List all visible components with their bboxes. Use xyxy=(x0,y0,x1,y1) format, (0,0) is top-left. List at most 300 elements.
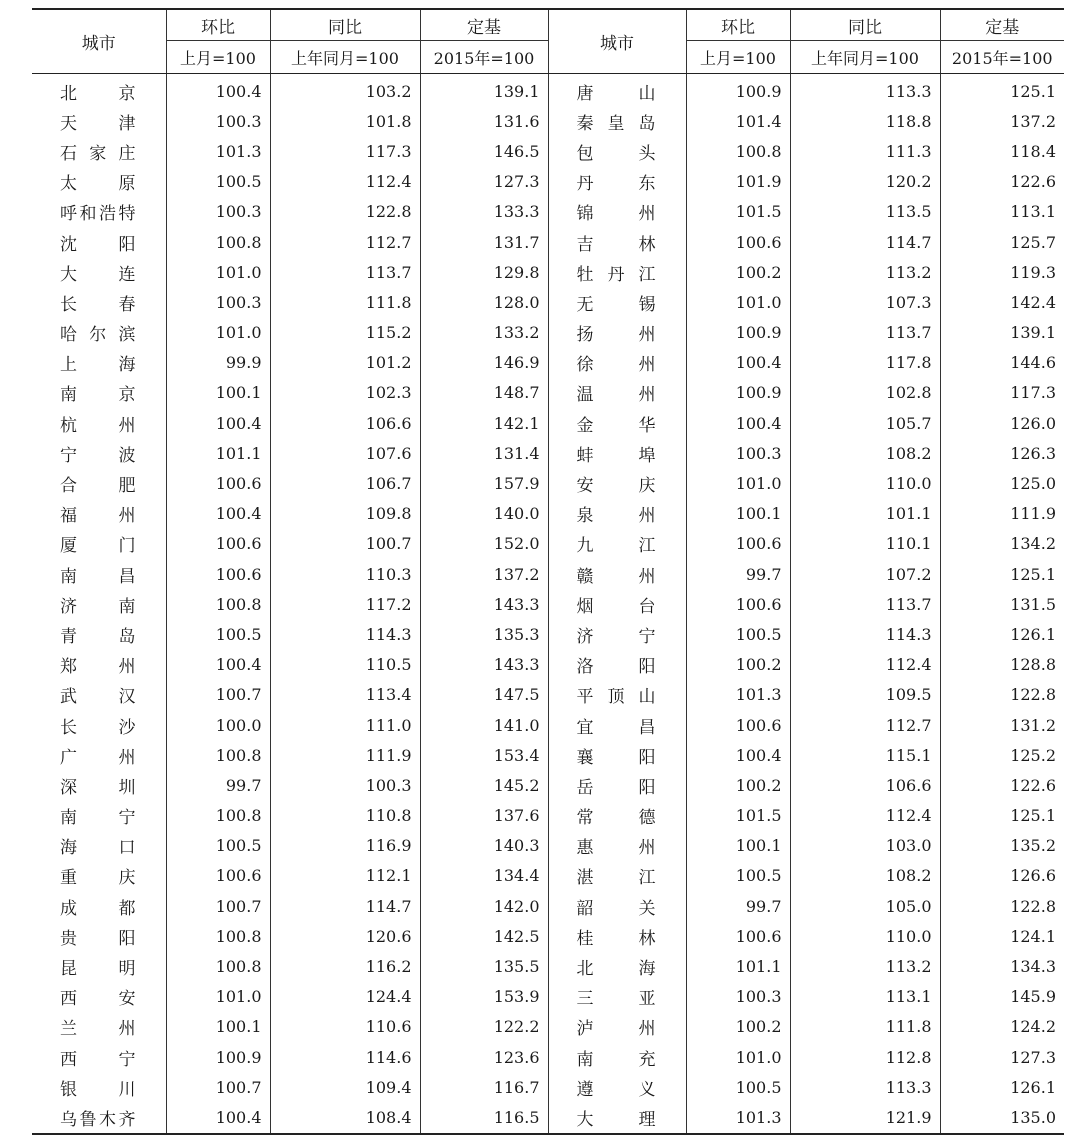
yoy-value-cell: 111.8 xyxy=(270,287,420,317)
yoy-value-cell: 109.4 xyxy=(270,1072,420,1102)
city-name-cell: 南 京 xyxy=(60,385,136,406)
mom-value-cell: 99.7 xyxy=(686,559,790,589)
table-row xyxy=(32,318,1064,348)
yoy-value-cell: 114.3 xyxy=(790,619,940,649)
mom-value-cell: 101.0 xyxy=(166,982,270,1012)
yoy-value-cell: 112.1 xyxy=(270,861,420,891)
table-row xyxy=(32,257,1064,287)
city-name-cell: 平顶山 xyxy=(548,680,686,710)
table-row xyxy=(32,1012,1064,1042)
yoy-value-cell: 103.0 xyxy=(790,831,940,861)
mom-value-cell: 100.4 xyxy=(166,650,270,680)
city-name-cell: 岳 阳 xyxy=(548,770,686,800)
base-value-cell: 153.4 xyxy=(420,740,548,770)
city-name-cell: 昆 明 xyxy=(60,959,136,980)
city-name-cell: 厦 门 xyxy=(60,536,136,557)
mom-value-cell: 100.4 xyxy=(166,408,270,438)
table-row xyxy=(32,831,1064,861)
mom-value-cell: 100.2 xyxy=(686,257,790,287)
mom-value-cell: 99.7 xyxy=(686,891,790,921)
mom-value-cell: 100.8 xyxy=(166,589,270,619)
base-value-cell: 134.3 xyxy=(940,951,1064,981)
base-value-cell: 131.4 xyxy=(420,438,548,468)
base-value-cell: 142.1 xyxy=(420,408,548,438)
mom-value-cell: 100.7 xyxy=(166,1072,270,1102)
city-name-cell: 丹 东 xyxy=(548,167,686,197)
base-value-cell: 137.2 xyxy=(420,559,548,589)
yoy-value-cell: 111.8 xyxy=(790,1012,940,1042)
base-value-cell: 122.6 xyxy=(940,770,1064,800)
base-value-cell: 122.6 xyxy=(940,167,1064,197)
mom-value-cell: 101.4 xyxy=(686,106,790,136)
base-value-cell: 152.0 xyxy=(420,529,548,559)
mom-value-cell: 100.8 xyxy=(166,921,270,951)
city-name-cell: 包 头 xyxy=(548,136,686,166)
yoy-value-cell: 113.2 xyxy=(790,257,940,287)
base-value-cell: 125.7 xyxy=(940,227,1064,257)
yoy-value-cell: 111.0 xyxy=(270,710,420,740)
table-header xyxy=(32,9,1064,74)
base-value-cell: 131.6 xyxy=(420,106,548,136)
yoy-value-cell: 106.7 xyxy=(270,468,420,498)
city-name-cell: 牡丹江 xyxy=(548,257,686,287)
yoy-value-cell: 112.4 xyxy=(270,167,420,197)
mom-value-cell: 101.5 xyxy=(686,197,790,227)
yoy-base-label-right: 上年同月=100 xyxy=(790,41,940,74)
base-value-cell: 127.3 xyxy=(420,167,548,197)
mom-value-cell: 100.5 xyxy=(686,1072,790,1102)
table-row xyxy=(32,619,1064,649)
city-name-cell: 九 江 xyxy=(548,529,686,559)
base-value-cell: 124.2 xyxy=(940,1012,1064,1042)
yoy-value-cell: 101.1 xyxy=(790,499,940,529)
base-value-cell: 139.1 xyxy=(940,318,1064,348)
mom-value-cell: 101.3 xyxy=(686,1102,790,1133)
city-name-cell: 深 圳 xyxy=(60,777,136,798)
mom-value-cell: 100.8 xyxy=(686,136,790,166)
city-name-cell: 烟 台 xyxy=(548,589,686,619)
mom-value-cell: 100.2 xyxy=(686,650,790,680)
mom-value-cell: 100.3 xyxy=(686,982,790,1012)
city-name-cell: 无 锡 xyxy=(548,287,686,317)
yoy-value-cell: 108.4 xyxy=(270,1102,420,1133)
city-name-cell: 西 安 xyxy=(60,989,136,1010)
city-name-cell: 成 都 xyxy=(60,898,136,919)
city-name-cell: 洛 阳 xyxy=(548,650,686,680)
mom-value-cell: 100.6 xyxy=(686,529,790,559)
base-value-cell: 141.0 xyxy=(420,710,548,740)
yoy-value-cell: 103.2 xyxy=(270,74,420,107)
city-name-cell: 常 德 xyxy=(548,801,686,831)
mom-value-cell: 100.3 xyxy=(166,106,270,136)
price-index-table-container xyxy=(32,8,1064,1135)
mom-value-cell: 100.5 xyxy=(166,167,270,197)
mom-value-cell: 100.6 xyxy=(166,468,270,498)
base-value-cell: 157.9 xyxy=(420,468,548,498)
city-name-cell: 赣 州 xyxy=(548,559,686,589)
city-name-cell: 天 津 xyxy=(60,113,136,134)
yoy-value-cell: 113.4 xyxy=(270,680,420,710)
yoy-value-cell: 113.7 xyxy=(790,318,940,348)
city-name-cell: 呼和浩特 xyxy=(60,204,136,225)
table-row xyxy=(32,650,1064,680)
mom-value-cell: 100.7 xyxy=(166,680,270,710)
yoy-value-cell: 113.3 xyxy=(790,1072,940,1102)
city-name-cell: 郑 州 xyxy=(60,657,136,678)
base-value-cell: 124.1 xyxy=(940,921,1064,951)
yoy-value-cell: 114.3 xyxy=(270,619,420,649)
city-name-cell: 北 京 xyxy=(60,83,136,104)
base-value-cell: 133.2 xyxy=(420,318,548,348)
base-value-cell: 116.5 xyxy=(420,1102,548,1133)
mom-value-cell: 101.3 xyxy=(166,136,270,166)
mom-value-cell: 100.4 xyxy=(686,408,790,438)
yoy-value-cell: 110.0 xyxy=(790,921,940,951)
mom-value-cell: 101.9 xyxy=(686,167,790,197)
base-value-cell: 125.2 xyxy=(940,740,1064,770)
mom-value-cell: 100.3 xyxy=(166,287,270,317)
mom-value-cell: 100.3 xyxy=(166,197,270,227)
mom-base-label-left: 上月=100 xyxy=(166,41,270,74)
yoy-value-cell: 115.1 xyxy=(790,740,940,770)
table-row xyxy=(32,378,1064,408)
yoy-value-cell: 106.6 xyxy=(270,408,420,438)
city-name-cell: 锦 州 xyxy=(548,197,686,227)
base-value-cell: 142.4 xyxy=(940,287,1064,317)
base-value-cell: 127.3 xyxy=(940,1042,1064,1072)
mom-value-cell: 100.9 xyxy=(686,74,790,107)
mom-value-cell: 100.1 xyxy=(166,1012,270,1042)
yoy-value-cell: 111.9 xyxy=(270,740,420,770)
city-name-cell: 桂 林 xyxy=(548,921,686,951)
city-name-cell: 泸 州 xyxy=(548,1012,686,1042)
mom-value-cell: 100.0 xyxy=(166,710,270,740)
yoy-column-header-left: 同比 xyxy=(270,9,420,41)
yoy-value-cell: 110.3 xyxy=(270,559,420,589)
mom-column-header-left: 环比 xyxy=(166,9,270,41)
mom-value-cell: 100.6 xyxy=(686,227,790,257)
yoy-value-cell: 113.2 xyxy=(790,951,940,981)
mom-value-cell: 101.1 xyxy=(166,438,270,468)
table-row xyxy=(32,982,1064,1012)
yoy-value-cell: 110.0 xyxy=(790,468,940,498)
yoy-value-cell: 113.1 xyxy=(790,982,940,1012)
base-value-cell: 135.2 xyxy=(940,831,1064,861)
base-value-cell: 122.8 xyxy=(940,891,1064,921)
base-value-cell: 153.9 xyxy=(420,982,548,1012)
mom-value-cell: 101.0 xyxy=(166,318,270,348)
mom-value-cell: 100.4 xyxy=(166,74,270,107)
yoy-value-cell: 124.4 xyxy=(270,982,420,1012)
base-value-cell: 131.2 xyxy=(940,710,1064,740)
table-row xyxy=(32,106,1064,136)
base-value-cell: 122.2 xyxy=(420,1012,548,1042)
city-name-cell: 大 理 xyxy=(548,1102,686,1133)
mom-value-cell: 99.9 xyxy=(166,348,270,378)
yoy-value-cell: 120.2 xyxy=(790,167,940,197)
table-row xyxy=(32,1042,1064,1072)
base-column-header-right: 定基 xyxy=(940,9,1064,41)
yoy-value-cell: 117.3 xyxy=(270,136,420,166)
yoy-value-cell: 114.6 xyxy=(270,1042,420,1072)
yoy-value-cell: 102.8 xyxy=(790,378,940,408)
yoy-column-header-right: 同比 xyxy=(790,9,940,41)
mom-value-cell: 100.6 xyxy=(686,921,790,951)
base-value-cell: 148.7 xyxy=(420,378,548,408)
yoy-value-cell: 105.7 xyxy=(790,408,940,438)
table-row xyxy=(32,891,1064,921)
city-name-cell: 杭 州 xyxy=(60,415,136,436)
mom-value-cell: 100.2 xyxy=(686,770,790,800)
city-name-cell: 广 州 xyxy=(60,747,136,768)
city-name-cell: 安 庆 xyxy=(548,468,686,498)
base-value-cell: 122.8 xyxy=(940,680,1064,710)
table-row xyxy=(32,951,1064,981)
city-name-cell: 沈 阳 xyxy=(60,234,136,255)
yoy-value-cell: 100.3 xyxy=(270,770,420,800)
base-value-cell: 125.1 xyxy=(940,801,1064,831)
city-name-cell: 兰 州 xyxy=(60,1019,136,1040)
table-row xyxy=(32,559,1064,589)
yoy-value-cell: 107.2 xyxy=(790,559,940,589)
city-name-cell: 长 沙 xyxy=(60,717,136,738)
base-value-cell: 128.0 xyxy=(420,287,548,317)
yoy-value-cell: 109.8 xyxy=(270,499,420,529)
yoy-value-cell: 108.2 xyxy=(790,861,940,891)
city-name-cell: 长 春 xyxy=(60,294,136,315)
yoy-value-cell: 112.8 xyxy=(790,1042,940,1072)
base-value-cell: 126.6 xyxy=(940,861,1064,891)
table-row xyxy=(32,529,1064,559)
city-name-cell: 南 宁 xyxy=(60,808,136,829)
base-value-cell: 128.8 xyxy=(940,650,1064,680)
table-row xyxy=(32,1072,1064,1102)
table-row xyxy=(32,680,1064,710)
base-value-cell: 135.5 xyxy=(420,951,548,981)
base-value-cell: 129.8 xyxy=(420,257,548,287)
base-column-header-left: 定基 xyxy=(420,9,548,41)
mom-value-cell: 101.0 xyxy=(166,257,270,287)
yoy-value-cell: 112.7 xyxy=(270,227,420,257)
city-name-cell: 大 连 xyxy=(60,264,136,285)
table-row xyxy=(32,710,1064,740)
yoy-value-cell: 101.8 xyxy=(270,106,420,136)
yoy-value-cell: 102.3 xyxy=(270,378,420,408)
yoy-value-cell: 111.3 xyxy=(790,136,940,166)
price-index-table xyxy=(32,8,1064,1135)
base-value-cell: 140.0 xyxy=(420,499,548,529)
yoy-value-cell: 113.7 xyxy=(270,257,420,287)
city-name-cell: 海 口 xyxy=(60,838,136,859)
base-value-cell: 131.7 xyxy=(420,227,548,257)
mom-value-cell: 100.8 xyxy=(166,951,270,981)
city-name-cell: 湛 江 xyxy=(548,861,686,891)
base-value-cell: 113.1 xyxy=(940,197,1064,227)
base-value-cell: 137.6 xyxy=(420,801,548,831)
yoy-value-cell: 106.6 xyxy=(790,770,940,800)
base-value-cell: 131.5 xyxy=(940,589,1064,619)
city-name-cell: 韶 关 xyxy=(548,891,686,921)
table-row xyxy=(32,287,1064,317)
yoy-value-cell: 109.5 xyxy=(790,680,940,710)
city-name-cell: 贵 阳 xyxy=(60,928,136,949)
city-name-cell: 乌鲁木齐 xyxy=(32,1102,166,1133)
yoy-value-cell: 101.2 xyxy=(270,348,420,378)
mom-value-cell: 100.4 xyxy=(166,499,270,529)
city-name-cell: 襄 阳 xyxy=(548,740,686,770)
city-name-cell: 温 州 xyxy=(548,378,686,408)
table-row xyxy=(32,770,1064,800)
mom-value-cell: 100.1 xyxy=(166,378,270,408)
city-name-cell: 吉 林 xyxy=(548,227,686,257)
city-name-cell: 蚌 埠 xyxy=(548,438,686,468)
mom-value-cell: 100.2 xyxy=(686,1012,790,1042)
base-value-cell: 116.7 xyxy=(420,1072,548,1102)
yoy-value-cell: 116.9 xyxy=(270,831,420,861)
yoy-base-label-left: 上年同月=100 xyxy=(270,41,420,74)
table-body xyxy=(32,74,1064,1134)
city-name-cell: 合 肥 xyxy=(60,476,136,497)
city-name-cell: 北 海 xyxy=(548,951,686,981)
yoy-value-cell: 107.3 xyxy=(790,287,940,317)
mom-value-cell: 100.5 xyxy=(166,619,270,649)
yoy-value-cell: 120.6 xyxy=(270,921,420,951)
yoy-value-cell: 112.4 xyxy=(790,650,940,680)
city-name-cell: 石家庄 xyxy=(60,143,136,164)
city-name-cell: 遵 义 xyxy=(548,1072,686,1102)
table-row xyxy=(32,499,1064,529)
yoy-value-cell: 114.7 xyxy=(790,227,940,257)
yoy-value-cell: 115.2 xyxy=(270,318,420,348)
mom-value-cell: 99.7 xyxy=(166,770,270,800)
base-value-cell: 125.1 xyxy=(940,559,1064,589)
base-value-cell: 135.0 xyxy=(940,1102,1064,1133)
yoy-value-cell: 113.3 xyxy=(790,74,940,107)
mom-value-cell: 100.9 xyxy=(166,1042,270,1072)
mom-value-cell: 100.6 xyxy=(166,529,270,559)
city-name-cell: 福 州 xyxy=(60,506,136,527)
mom-value-cell: 100.7 xyxy=(166,891,270,921)
city-name-cell: 济 宁 xyxy=(548,619,686,649)
mom-value-cell: 100.1 xyxy=(686,831,790,861)
base-value-cell: 143.3 xyxy=(420,589,548,619)
table-row xyxy=(32,136,1064,166)
mom-value-cell: 100.5 xyxy=(686,619,790,649)
city-name-cell: 三 亚 xyxy=(548,982,686,1012)
yoy-value-cell: 110.5 xyxy=(270,650,420,680)
yoy-value-cell: 122.8 xyxy=(270,197,420,227)
mom-value-cell: 100.4 xyxy=(686,740,790,770)
table-row xyxy=(32,589,1064,619)
base-value-cell: 144.6 xyxy=(940,348,1064,378)
table-row xyxy=(32,921,1064,951)
city-name-cell: 重 庆 xyxy=(60,868,136,889)
yoy-value-cell: 113.5 xyxy=(790,197,940,227)
city-name-cell: 金 华 xyxy=(548,408,686,438)
base-value-cell: 140.3 xyxy=(420,831,548,861)
mom-value-cell: 100.8 xyxy=(166,801,270,831)
mom-value-cell: 101.0 xyxy=(686,468,790,498)
base-value-cell: 134.2 xyxy=(940,529,1064,559)
base-value-cell: 137.2 xyxy=(940,106,1064,136)
table-row xyxy=(32,167,1064,197)
base-base-label-right: 2015年=100 xyxy=(940,41,1064,74)
yoy-value-cell: 118.8 xyxy=(790,106,940,136)
table-row xyxy=(32,438,1064,468)
mom-value-cell: 100.9 xyxy=(686,318,790,348)
table-row xyxy=(32,1102,1064,1133)
mom-base-label-right: 上月=100 xyxy=(686,41,790,74)
mom-value-cell: 101.5 xyxy=(686,801,790,831)
table-row xyxy=(32,861,1064,891)
base-value-cell: 139.1 xyxy=(420,74,548,107)
table-row xyxy=(32,197,1064,227)
mom-value-cell: 100.8 xyxy=(166,227,270,257)
city-name-cell: 青 岛 xyxy=(60,626,136,647)
table-row xyxy=(32,227,1064,257)
base-value-cell: 118.4 xyxy=(940,136,1064,166)
base-value-cell: 117.3 xyxy=(940,378,1064,408)
mom-value-cell: 100.5 xyxy=(166,831,270,861)
table-row xyxy=(32,348,1064,378)
yoy-value-cell: 116.2 xyxy=(270,951,420,981)
base-value-cell: 119.3 xyxy=(940,257,1064,287)
base-value-cell: 126.0 xyxy=(940,408,1064,438)
base-base-label-left: 2015年=100 xyxy=(420,41,548,74)
table-row xyxy=(32,740,1064,770)
mom-value-cell: 100.6 xyxy=(166,559,270,589)
city-name-cell: 西 宁 xyxy=(60,1049,136,1070)
mom-value-cell: 100.4 xyxy=(686,348,790,378)
base-value-cell: 142.5 xyxy=(420,921,548,951)
yoy-value-cell: 100.7 xyxy=(270,529,420,559)
yoy-value-cell: 112.4 xyxy=(790,801,940,831)
yoy-value-cell: 107.6 xyxy=(270,438,420,468)
city-name-cell: 唐 山 xyxy=(548,74,686,107)
city-name-cell: 惠 州 xyxy=(548,831,686,861)
mom-value-cell: 101.0 xyxy=(686,287,790,317)
city-name-cell: 哈尔滨 xyxy=(60,325,136,346)
base-value-cell: 133.3 xyxy=(420,197,548,227)
mom-value-cell: 101.3 xyxy=(686,680,790,710)
base-value-cell: 111.9 xyxy=(940,499,1064,529)
base-value-cell: 135.3 xyxy=(420,619,548,649)
yoy-value-cell: 114.7 xyxy=(270,891,420,921)
city-name-cell: 武 汉 xyxy=(60,687,136,708)
city-name-cell: 宁 波 xyxy=(60,445,136,466)
city-name-cell: 太 原 xyxy=(60,174,136,195)
mom-value-cell: 100.4 xyxy=(166,1102,270,1133)
mom-value-cell: 100.6 xyxy=(686,710,790,740)
city-name-cell: 南 充 xyxy=(548,1042,686,1072)
base-value-cell: 146.9 xyxy=(420,348,548,378)
city-name-cell: 济 南 xyxy=(60,596,136,617)
mom-value-cell: 100.1 xyxy=(686,499,790,529)
base-value-cell: 147.5 xyxy=(420,680,548,710)
mom-column-header-right: 环比 xyxy=(686,9,790,41)
mom-value-cell: 100.5 xyxy=(686,861,790,891)
base-value-cell: 142.0 xyxy=(420,891,548,921)
city-name-cell: 上 海 xyxy=(60,355,136,376)
table-row xyxy=(32,74,1064,107)
city-name-cell: 银 川 xyxy=(60,1079,136,1100)
mom-value-cell: 100.6 xyxy=(686,589,790,619)
yoy-value-cell: 117.8 xyxy=(790,348,940,378)
yoy-value-cell: 105.0 xyxy=(790,891,940,921)
table-row xyxy=(32,801,1064,831)
mom-value-cell: 100.3 xyxy=(686,438,790,468)
table-row xyxy=(32,468,1064,498)
